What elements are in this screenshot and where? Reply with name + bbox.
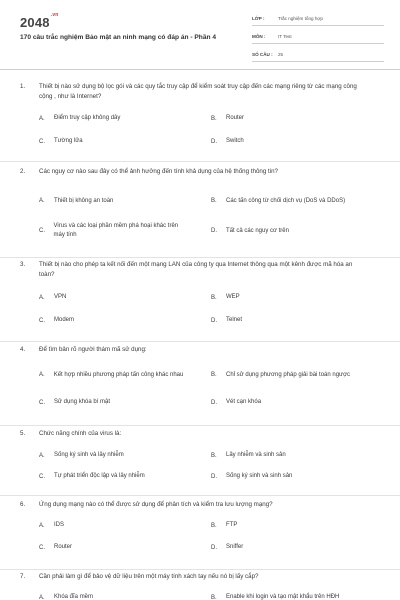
option-letter: B. bbox=[211, 594, 217, 600]
option-text: Telnet bbox=[226, 317, 243, 323]
option-b[interactable] bbox=[211, 192, 376, 210]
option-letter: B. bbox=[211, 452, 217, 459]
option-text: Router bbox=[54, 544, 73, 550]
option-letter: A. bbox=[39, 522, 45, 529]
option-letter: C. bbox=[39, 228, 45, 234]
option-a[interactable] bbox=[39, 114, 189, 123]
option-d[interactable] bbox=[211, 543, 361, 552]
option-letter: D. bbox=[211, 544, 217, 551]
option-c[interactable] bbox=[39, 398, 189, 407]
option-text: Vét cạn khóa bbox=[226, 399, 262, 405]
logo-text: 2048 bbox=[20, 15, 50, 30]
option-letter: C. bbox=[39, 317, 45, 324]
option-text: Tường lửa bbox=[54, 138, 83, 144]
option-text: Virus và các loại phần mềm phá hoại khác trên máy tính bbox=[53, 223, 179, 238]
question-number: 1. bbox=[20, 83, 26, 90]
option-letter: B. bbox=[211, 115, 217, 122]
meta-value: Trắc nghiệm tổng hợp bbox=[278, 16, 323, 21]
option-text: Chỉ sử dụng phương pháp giải bài toán ngược bbox=[226, 371, 350, 378]
meta-value: 25 bbox=[278, 52, 284, 57]
meta-label: MÔN : bbox=[252, 34, 266, 39]
option-letter: A. bbox=[39, 594, 45, 600]
option-letter: B. bbox=[211, 522, 217, 529]
question-text: Để tìm bản rõ người thám mã sử dụng: bbox=[39, 346, 147, 353]
option-b[interactable] bbox=[211, 451, 361, 460]
question-2 bbox=[0, 162, 400, 258]
option-text: Modem bbox=[54, 317, 75, 323]
option-letter: A. bbox=[39, 452, 45, 459]
page-title: 170 câu trắc nghiệm Bảo mật an ninh mạng có đáp án - Phần 4 bbox=[20, 34, 217, 41]
logo-domain: .vn bbox=[50, 11, 59, 18]
option-letter: D. bbox=[211, 317, 217, 324]
question-4 bbox=[0, 342, 400, 426]
option-letter: A. bbox=[39, 198, 45, 204]
option-letter: D. bbox=[211, 473, 217, 480]
option-letter: B. bbox=[211, 372, 217, 378]
option-d[interactable] bbox=[211, 472, 361, 481]
option-letter: A. bbox=[39, 115, 45, 122]
option-text: Router bbox=[226, 115, 245, 121]
question-6 bbox=[0, 496, 400, 570]
option-a[interactable] bbox=[39, 451, 189, 460]
question-text: Các nguy cơ nào sau đây có thể ảnh hưởng đến tính khả dụng của hệ thống thông tin? bbox=[39, 168, 278, 175]
meta-label: LỚP : bbox=[252, 16, 265, 21]
question-number: 7. bbox=[20, 573, 26, 580]
option-text: Tất cả các nguy cơ trên bbox=[226, 227, 289, 234]
option-letter: A. bbox=[39, 372, 45, 378]
option-text: IDS bbox=[54, 522, 65, 528]
option-letter: C. bbox=[39, 399, 45, 406]
option-text: Khóa đĩa mềm bbox=[54, 594, 94, 600]
question-number: 3. bbox=[20, 261, 26, 268]
option-letter: D. bbox=[211, 138, 217, 145]
option-letter: D. bbox=[211, 399, 217, 406]
meta-value: IT Test bbox=[278, 34, 292, 39]
question-number: 6. bbox=[20, 501, 26, 508]
page-header bbox=[0, 0, 400, 70]
option-d[interactable] bbox=[211, 222, 361, 240]
option-text: Kết hợp nhiều phương pháp tấn công khác nhau bbox=[53, 371, 184, 378]
option-text: VPN bbox=[54, 294, 67, 300]
question-7 bbox=[0, 570, 400, 600]
option-b[interactable] bbox=[211, 593, 386, 600]
option-letter: C. bbox=[39, 473, 45, 480]
option-letter: B. bbox=[211, 198, 217, 204]
option-a[interactable] bbox=[39, 293, 189, 302]
question-5 bbox=[0, 426, 400, 496]
meta-row-count bbox=[252, 48, 384, 62]
option-c[interactable] bbox=[39, 137, 189, 146]
option-d[interactable] bbox=[211, 316, 361, 325]
option-text: Điểm truy cập không dây bbox=[54, 115, 121, 121]
option-letter: C. bbox=[39, 544, 45, 551]
option-text: Sniffer bbox=[226, 544, 244, 550]
option-text: Switch bbox=[226, 138, 244, 144]
option-b[interactable] bbox=[211, 521, 361, 530]
meta-label: SỐ CÂU : bbox=[252, 52, 273, 57]
option-a[interactable] bbox=[39, 192, 189, 210]
meta-table bbox=[252, 12, 384, 66]
meta-row-class bbox=[252, 12, 384, 26]
question-number: 5. bbox=[20, 430, 26, 437]
option-letter: B. bbox=[211, 294, 217, 301]
option-d[interactable] bbox=[211, 398, 361, 407]
option-text: WEP bbox=[226, 294, 240, 300]
question-text: Thiết bị nào cho phép ta kết nối đến một mạng LAN của công ty qua Internet thông qua một kênh được mã hóa an toàn? bbox=[39, 261, 353, 278]
question-text: Thiết bị nào sử dụng bộ lọc gói và các quy tắc truy cập để kiểm soát truy cập đến các mạng riêng từ các mạng công cộng , như là Internet? bbox=[39, 83, 357, 100]
option-letter: A. bbox=[39, 294, 45, 301]
question-number: 2. bbox=[20, 168, 26, 175]
option-a[interactable] bbox=[39, 366, 189, 384]
option-c[interactable] bbox=[39, 222, 189, 240]
question-text: Chức năng chính của virus là: bbox=[39, 430, 122, 437]
option-text: Sống ký sinh và lây nhiễm bbox=[54, 452, 124, 458]
option-c[interactable] bbox=[39, 316, 189, 325]
question-1 bbox=[0, 70, 400, 162]
question-number: 4. bbox=[20, 346, 26, 353]
option-b[interactable] bbox=[211, 293, 361, 302]
option-text: Thiết bị không an toàn bbox=[54, 197, 114, 204]
option-text: FTP bbox=[226, 522, 238, 528]
option-b[interactable] bbox=[211, 366, 371, 384]
question-text: Ứng dụng mạng nào có thể được sử dụng để phân tích và kiểm tra lưu lượng mạng? bbox=[39, 501, 273, 508]
option-c[interactable] bbox=[39, 543, 189, 552]
option-letter: C. bbox=[39, 138, 45, 145]
option-text: Tự phát triển độc lập và lây nhiễm bbox=[54, 473, 145, 479]
option-c[interactable] bbox=[39, 472, 189, 481]
option-a[interactable] bbox=[39, 593, 189, 600]
meta-row-subject bbox=[252, 30, 384, 44]
option-text: Sống ký sinh và sinh sản bbox=[226, 473, 293, 479]
site-logo[interactable] bbox=[20, 11, 59, 30]
option-d[interactable] bbox=[211, 137, 361, 146]
option-text: Sử dụng khóa bí mật bbox=[54, 399, 111, 405]
question-3 bbox=[0, 258, 400, 342]
option-b[interactable] bbox=[211, 114, 361, 123]
option-text: Enable khi login và tạo mật khẩu trên HĐH bbox=[226, 594, 340, 600]
option-text: Lây nhiễm và sinh sản bbox=[226, 452, 286, 458]
option-letter: D. bbox=[211, 228, 217, 234]
option-text: Các tấn công từ chối dịch vụ (DoS và DDoS) bbox=[226, 197, 346, 204]
question-text: Cần phải làm gì để bảo vệ dữ liệu trên một máy tính xách tay nếu nó bị lấy cắp? bbox=[39, 573, 259, 580]
option-a[interactable] bbox=[39, 521, 189, 530]
